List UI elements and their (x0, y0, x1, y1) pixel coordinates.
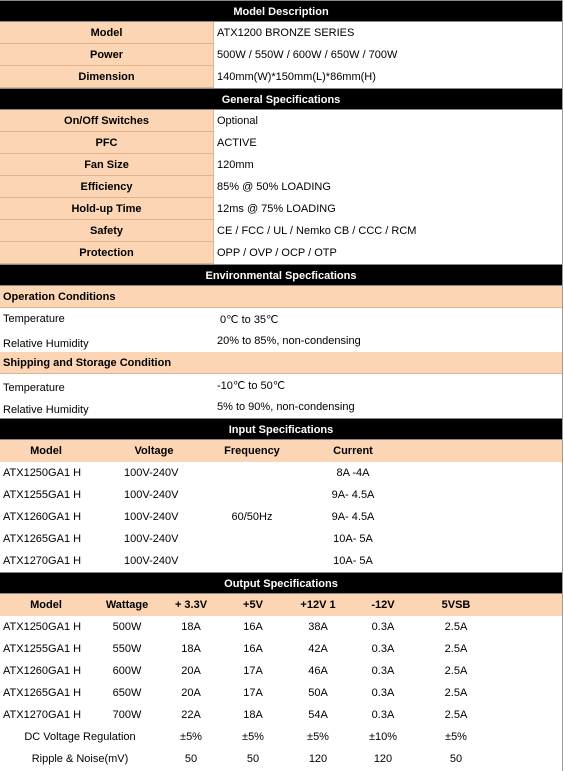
output-wattage: 500W (112, 621, 142, 633)
output-value: 0.3A (371, 643, 395, 655)
spec-value: 500W / 550W / 600W / 650W / 700W (214, 44, 562, 66)
subsection-operation-conditions: Operation Conditions (0, 286, 562, 308)
env-row-operation-temperature (0, 308, 562, 330)
spec-row-switches (0, 110, 562, 132)
table-row-ripple (0, 748, 562, 770)
output-value: 2.5A (444, 709, 468, 721)
section-header-environmental: Environmental Specfications (0, 264, 562, 286)
output-value: 20A (181, 687, 201, 699)
column-header: Voltage (134, 445, 174, 457)
output-value: 38A (308, 621, 328, 633)
input-current: 9A- 4.5A (331, 511, 375, 523)
env-value: 5% to 90%, non-condensing (217, 401, 355, 413)
ripple-value: 120 (308, 753, 328, 765)
output-value: 17A (243, 665, 263, 677)
output-value: 22A (181, 709, 201, 721)
output-value: 18A (181, 643, 201, 655)
output-value: 2.5A (444, 621, 468, 633)
env-value: 20% to 85%, non-condensing (217, 335, 361, 347)
env-label: Relative Humidity (3, 338, 89, 350)
output-model: ATX1270GA1 H (3, 709, 82, 721)
env-row-operation-humidity (0, 330, 562, 352)
table-row (0, 682, 562, 704)
spec-label: Protection (0, 242, 214, 264)
input-model: ATX1250GA1 H (3, 467, 82, 479)
output-value: 54A (308, 709, 328, 721)
table-row (0, 484, 562, 506)
column-header: Model (30, 445, 62, 457)
input-voltage: 100V-240V (124, 511, 179, 523)
env-label: Temperature (3, 382, 65, 394)
table-row (0, 462, 562, 484)
output-value: 16A (243, 643, 263, 655)
spec-value: ATX1200 BRONZE SERIES (214, 22, 562, 44)
regulation-value: ±10% (368, 731, 398, 743)
output-wattage: 550W (112, 643, 142, 655)
output-value: 0.3A (371, 709, 395, 721)
env-value: 0℃ to 35℃ (217, 313, 279, 326)
section-header-general-specifications: General Specifications (0, 88, 562, 110)
section-header-model-description: Model Description (0, 0, 562, 22)
input-current: 9A- 4.5A (331, 489, 375, 501)
spec-label: Hold-up Time (0, 198, 214, 220)
table-row (0, 528, 562, 550)
spec-value: 120mm (214, 154, 562, 176)
output-wattage: 700W (112, 709, 142, 721)
output-value: 0.3A (371, 687, 395, 699)
output-model: ATX1265GA1 H (3, 687, 82, 699)
spec-row-power (0, 44, 562, 66)
spec-label: Dimension (0, 66, 214, 88)
output-model: ATX1255GA1 H (3, 643, 82, 655)
output-wattage: 650W (112, 687, 142, 699)
table-row (0, 550, 562, 572)
spec-label: Efficiency (0, 176, 214, 198)
spec-label: Safety (0, 220, 214, 242)
spec-value: Optional (214, 110, 562, 132)
regulation-label: DC Voltage Regulation (24, 731, 136, 743)
table-row (0, 506, 562, 528)
env-row-shipping-humidity (0, 396, 562, 418)
spec-value: 85% @ 50% LOADING (214, 176, 562, 198)
output-model: ATX1260GA1 H (3, 665, 82, 677)
input-frequency-value: 60/50Hz (231, 511, 273, 523)
output-column-headers (0, 594, 562, 616)
input-model: ATX1270GA1 H (3, 555, 82, 567)
ripple-value: 120 (373, 753, 393, 765)
output-value: 2.5A (444, 643, 468, 655)
spec-label: PFC (0, 132, 214, 154)
env-label: Relative Humidity (3, 404, 89, 416)
ripple-value: 50 (449, 753, 463, 765)
input-model: ATX1265GA1 H (3, 533, 82, 545)
column-header: Frequency (224, 445, 280, 457)
spec-row-protection (0, 242, 562, 264)
spec-value: CE / FCC / UL / Nemko CB / CCC / RCM (214, 220, 562, 242)
output-value: 20A (181, 665, 201, 677)
output-model: ATX1250GA1 H (3, 621, 82, 633)
column-header: +5V (243, 599, 263, 611)
output-value: 18A (181, 621, 201, 633)
input-voltage: 100V-240V (124, 555, 179, 567)
output-value: 0.3A (371, 665, 395, 677)
spec-row-dimension (0, 66, 562, 88)
input-current: 10A- 5A (333, 555, 373, 567)
spec-row-model (0, 22, 562, 44)
input-model: ATX1255GA1 H (3, 489, 82, 501)
table-row (0, 660, 562, 682)
input-voltage: 100V-240V (124, 533, 179, 545)
env-value: -10℃ to 50℃ (217, 379, 286, 392)
output-value: 2.5A (444, 687, 468, 699)
input-current: 8A -4A (336, 467, 370, 479)
input-column-headers (0, 440, 562, 462)
output-value: 18A (243, 709, 263, 721)
output-value: 50A (308, 687, 328, 699)
column-header: +12V 1 (300, 599, 336, 611)
ripple-value: 50 (246, 753, 260, 765)
column-header: + 3.3V (174, 599, 208, 611)
table-row (0, 616, 562, 638)
spec-label: Model (0, 22, 214, 44)
output-value: 42A (308, 643, 328, 655)
ripple-value: 50 (184, 753, 198, 765)
env-row-shipping-temperature (0, 374, 562, 396)
regulation-value: ±5% (242, 731, 264, 743)
column-header: -12V (371, 599, 395, 611)
input-voltage: 100V-240V (124, 467, 179, 479)
regulation-value: ±5% (180, 731, 202, 743)
env-label: Temperature (3, 313, 65, 325)
output-value: 2.5A (444, 665, 468, 677)
column-header: Current (333, 445, 373, 457)
output-value: 16A (243, 621, 263, 633)
spec-row-hold-up-time (0, 198, 562, 220)
column-header: Wattage (105, 599, 149, 611)
spec-label: Power (0, 44, 214, 66)
input-model: ATX1260GA1 H (3, 511, 82, 523)
table-row-regulation (0, 726, 562, 748)
spec-value: 140mm(W)*150mm(L)*86mm(H) (214, 66, 562, 88)
column-header: 5VSB (441, 599, 471, 611)
table-row (0, 638, 562, 660)
spec-label: Fan Size (0, 154, 214, 176)
output-wattage: 600W (112, 665, 142, 677)
regulation-value: ±5% (445, 731, 467, 743)
ripple-label: Ripple & Noise(mV) (31, 753, 129, 765)
column-header: Model (30, 599, 62, 611)
input-voltage: 100V-240V (124, 489, 179, 501)
spec-value: OPP / OVP / OCP / OTP (214, 242, 562, 264)
input-current: 10A- 5A (333, 533, 373, 545)
spec-label: On/Off Switches (0, 110, 214, 132)
table-row (0, 704, 562, 726)
spec-row-safety (0, 220, 562, 242)
output-value: 17A (243, 687, 263, 699)
regulation-value: ±5% (307, 731, 329, 743)
spec-value: 12ms @ 75% LOADING (214, 198, 562, 220)
section-header-input-specifications: Input Specifications (0, 418, 562, 440)
subsection-shipping-storage: Shipping and Storage Condition (0, 352, 562, 374)
spec-row-efficiency (0, 176, 562, 198)
spec-row-pfc (0, 132, 562, 154)
output-value: 46A (308, 665, 328, 677)
spec-row-fan-size (0, 154, 562, 176)
output-value: 0.3A (371, 621, 395, 633)
section-header-output-specifications: Output Specifications (0, 572, 562, 594)
spec-value: ACTIVE (214, 132, 562, 154)
